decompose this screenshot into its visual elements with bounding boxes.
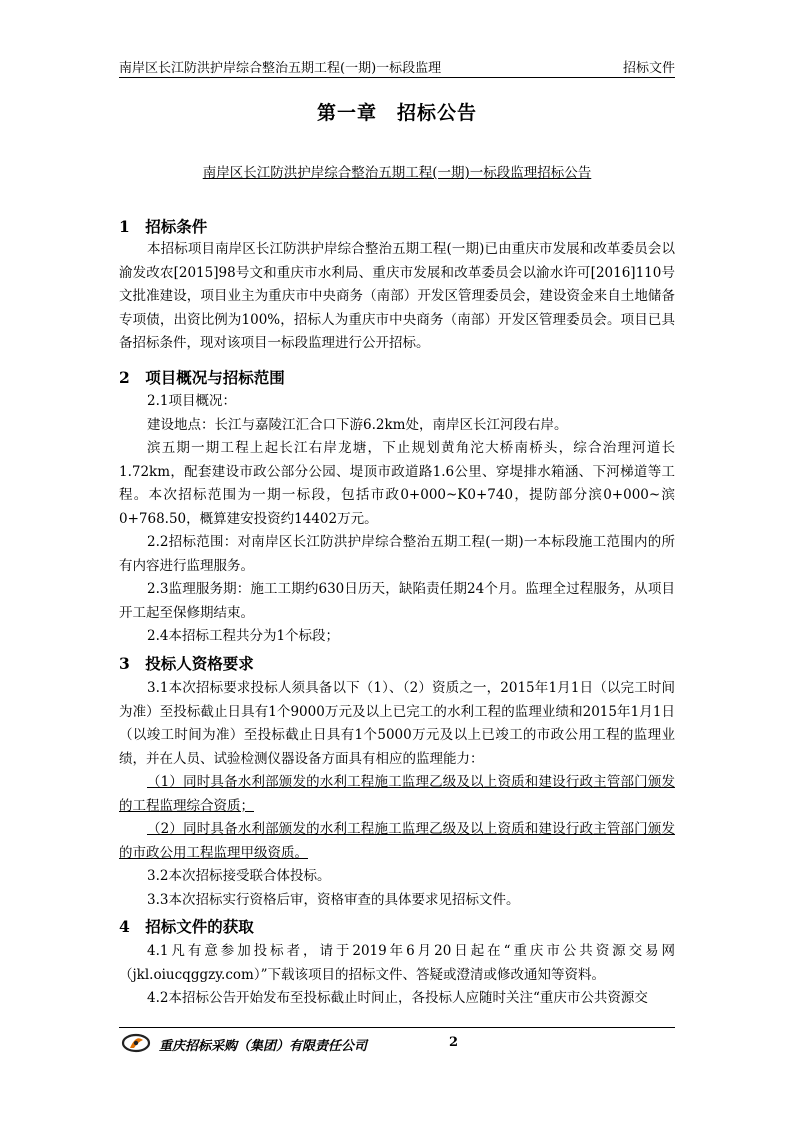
section-heading-1: 1 招标条件 — [119, 217, 208, 236]
paragraph: （1）同时具备水利部颁发的水利工程施工监理乙级及以上资质和建设行政主管部门颁发的工程监理综合资质； — [119, 774, 675, 814]
company-name: 重庆招标采购（集团）有限责任公司 — [159, 1039, 368, 1054]
company-logo-icon — [121, 1032, 151, 1054]
paragraph: 滨五期一期工程上起长江右岸龙塘，下止规划黄角沱大桥南桥头，综合治理河道长1.72km，配套建设市政公部分公园、堤顶市政道路1.6公里、穿堤排水箱涵、下河梯道等工程。本次招标范围为一期一标段，包括市政0+000~K0+740，提防部分滨0+000~滨0+768.50，概算建安投资约14402万元。 — [119, 440, 675, 527]
page-footer — [119, 1027, 675, 1058]
chapter-title: 第一章 招标公告 — [316, 102, 477, 124]
notice-subtitle: 南岸区长江防洪护岸综合整治五期工程(一期)一标段监理招标公告 — [202, 165, 592, 181]
paragraph: 3.1本次招标要求投标人须具备以下（1）、（2）资质之一，2015年1月1日（以完工时间为准）至投标截止日具有1个9000万元及以上已完工的水利工程的监理业绩和2015年1月1日（以竣工时间为准）至投标截止日具有1个5000万元及以上已竣工的市政公用工程的监理业绩，并在人员、试验检测仪器设备方面具有相应的监理能力： — [119, 680, 675, 767]
header-doc-type: 招标文件 — [622, 61, 675, 76]
section-heading-4: 4 招标文件的获取 — [119, 917, 254, 936]
page-number: 2 — [449, 1035, 459, 1050]
section-3-body — [119, 677, 675, 912]
section-1-body — [119, 238, 675, 356]
paragraph: 本招标项目南岸区长江防洪护岸综合整治五期工程(一期)已由重庆市发展和改革委员会以渝发改农[2015]98号文和重庆市水利局、重庆市发展和改革委员会以渝水许可[2016]110号文批准建设，项目业主为重庆市中央商务（南部）开发区管理委员会，建设资金来自土地储备专项债，出资比例为100%，招标人为重庆市中央商务（南部）开发区管理委员会。项目已具备招标条件，现对该项目一标段监理进行公开招标。 — [119, 241, 675, 351]
section-2-body — [119, 390, 675, 649]
header-project-name: 南岸区长江防洪护岸综合整治五期工程(一期)一标段监理 — [119, 61, 442, 76]
paragraph: 3.2本次招标接受联合体投标。 — [147, 868, 331, 884]
paragraph: 4.1凡有意参加投标者，请于2019年6月20日起在“重庆市公共资源交易网（jkl.oiucqggzy.com）”下载该项目的招标文件、答疑或澄清或修改通知等资料。 — [119, 943, 675, 983]
paragraph: （2）同时具备水利部颁发的水利工程施工监理乙级及以上资质和建设行政主管部门颁发的市政公用工程监理甲级资质。 — [119, 821, 675, 861]
paragraph: 2.4本招标工程共分为1个标段； — [147, 628, 340, 644]
paragraph: 2.2招标范围：对南岸区长江防洪护岸综合整治五期工程(一期)一本标段施工范围内的所有内容进行监理服务。 — [119, 534, 675, 574]
paragraph: 3.3本次招标实行资格后审，资格审查的具体要求见招标文件。 — [147, 891, 520, 908]
paragraph: 4.2本招标公告开始发布至投标截止时间止，各投标人应随时关注“重庆市公共资源交 — [147, 990, 648, 1006]
section-heading-3: 3 投标人资格要求 — [119, 654, 254, 673]
paragraph: 2.3监理服务期：施工工期约630日历天，缺陷责任期24个月。监理全过程服务，从项目开工起至保修期结束。 — [119, 581, 675, 621]
section-heading-2: 2 项目概况与招标范围 — [119, 368, 285, 387]
paragraph: 建设地点：长江与嘉陵江汇合口下游6.2km处，南岸区长江河段右岸。 — [147, 416, 568, 433]
paragraph: 2.1项目概况： — [147, 393, 236, 409]
page-header — [119, 57, 675, 78]
section-4-body — [119, 940, 675, 1011]
